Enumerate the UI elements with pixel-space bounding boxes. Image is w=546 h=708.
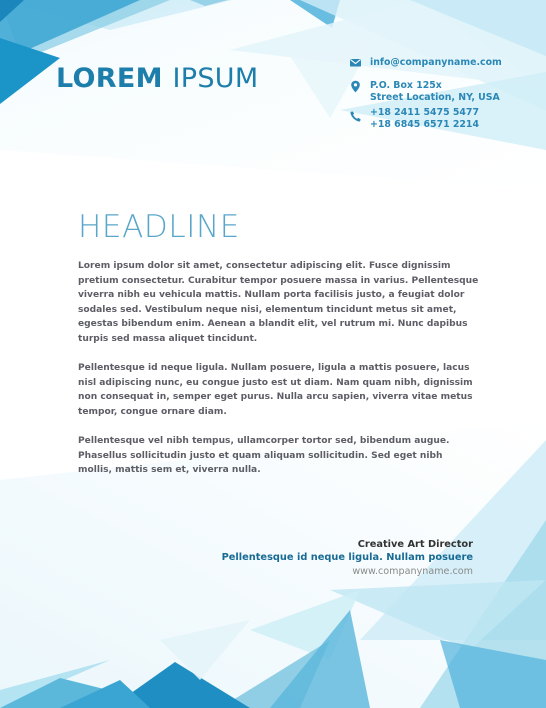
brand-strong-text: LOREM (56, 63, 163, 94)
phone-number-1[interactable]: +18 2411 5475 5477 (370, 107, 479, 118)
envelope-icon (349, 56, 362, 69)
phone-number-2[interactable]: +18 6845 6571 2214 (370, 118, 479, 130)
email-text[interactable]: info@companyname.com (370, 57, 502, 68)
phone-icon (349, 110, 362, 123)
address-text (370, 80, 500, 103)
body-paragraph-3: Pellentesque vel nibh tempus, ullamcorper tortor sed, bibendum augue. Phasellus sollicitudin justo et quam aliquam sollicitudin. Sed eget nibh mollis, mattis sem et, viverra nulla. (78, 436, 450, 476)
body-paragraph-2: Pellentesque id neque ligula. Nullam posuere, ligula a mattis posuere, lacus nisl adipiscing nunc, eu congue justo est ut diam. Nam quam nibh, dignissim non consequat in, semper eget purus. Nulla arcu sapien, viverra vitae metus tempor, congue ornare diam. (78, 363, 473, 417)
signer-role: Creative Art Director (357, 539, 473, 550)
address-line-2: Street Location, NY, USA (370, 91, 500, 103)
letter-body (78, 259, 479, 493)
signature-block (222, 538, 473, 579)
signer-tagline: Pellentesque id neque ligula. Nullam posuere (221, 552, 473, 563)
brand-light-text: IPSUM (172, 63, 259, 94)
body-paragraph-1: Lorem ipsum dolor sit amet, consectetur adipiscing elit. Fusce dignissim pretium consectetur. Curabitur tempor posuere massa in varius. Pellentesque viverra nibh eu vehicula mattis. Nullam porta facilisis justo, a feugiat dolor sodales sed. Vestibulum neque nisi, elementum tincidunt metus sit amet, egestas bibendum enim. Aenean a blandit elit, vel rutrum mi. Nunc dapibus turpis sed massa aliquet tincidunt. (78, 261, 479, 344)
location-pin-icon (349, 80, 362, 93)
address-line-1: P.O. Box 125x (370, 80, 442, 91)
page-headline: HEADLINE (78, 209, 240, 245)
website-link[interactable]: www.companyname.com (352, 566, 473, 577)
phone-text (370, 107, 479, 130)
company-logo-wordmark (56, 62, 258, 96)
